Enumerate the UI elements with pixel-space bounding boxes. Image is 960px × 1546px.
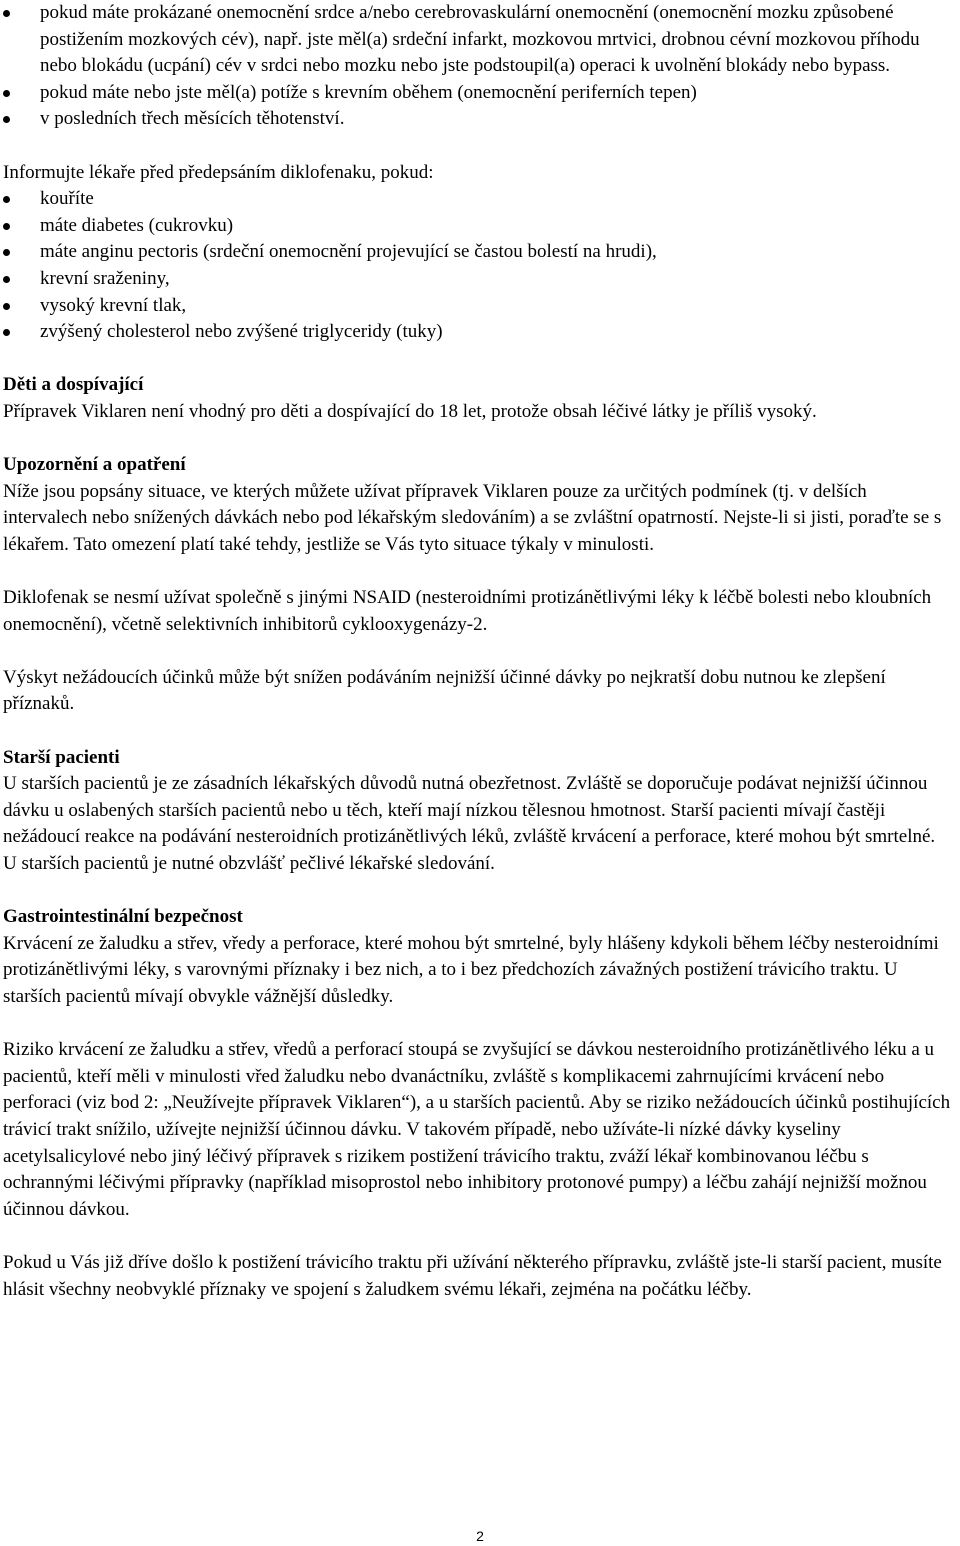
list-item-text: máte anginu pectoris (srdeční onemocnění projevující se častou bolestí na hrudi), (40, 241, 657, 263)
list-item (3, 319, 955, 346)
gi-risk-paragraph: Riziko krvácení ze žaludku a střev, vředů a perforací stoupá se zvyšující se dávkou nesteroidního protizánětlivého léku a u pacientů, kteří měli v minulosti vřed žaludku nebo dvanáctníku, zvláště s komplikacemi zahrnujícími krvácení nebo perforaci (viz bod 2: „Neužívejte přípravek Viklaren“), a u starších pacientů. Aby se riziko nežádoucích účinků postihujících trávicí trakt snížilo, užívejte nejnižší účinnou dávku. V takovém případě, nebo užíváte-li nízké dávky kyseliny acetylsalicylové nebo jiný léčivý přípravek s rizikem postižení trávicího traktu, zváží lékař kombinovanou léčbu s ochrannými léčivými přípravky (například misoprostol nebo inhibitory protonové pumpy) a léčbu zahájí nejnižší možnou účinnou dávkou. (3, 1039, 951, 1220)
list-item (3, 0, 955, 80)
bullet-icon (3, 196, 10, 203)
list-item (3, 239, 955, 266)
children-heading: Děti a dospívající (3, 374, 144, 396)
list-item (3, 213, 955, 240)
elderly-monitoring: U starších pacientů je nutné obzvlášť pečlivé lékařské sledování. (3, 853, 495, 874)
contraindication-list (3, 0, 955, 133)
bullet-icon (3, 90, 10, 97)
dose-paragraph: Výskyt nežádoucích účinků může být snížen podáváním nejnižší účinné dávky po nejkratší dobu nutnou ke zlepšení příznaků. (3, 666, 886, 715)
elderly-text: U starších pacientů je ze zásadních lékařských důvodů nutná obezřetnost. Zvláště se doporučuje podávat nejnižší účinnou dávku u oslabených starších pacientů nebo u těch, kteří mají nízkou tělesnou hmotnost. Starší pacienti mívají častěji nežádoucí reakce na podávání nesteroidních protizánětlivých léků, zvláště krvácení a perforace, které mohou být smrtelné. (3, 773, 936, 848)
bullet-icon (3, 303, 10, 310)
gi-text: Krvácení ze žaludku a střev, vředy a perforace, které mohou být smrtelné, byly hlášeny kdykoli během léčby nesteroidními protizánětlivými léky, s varovnými příznaky i bez nich, a to i bez předchozích závažných postižení trávicího traktu. U starších pacientů mívají obvykle vážnější důsledky. (3, 932, 939, 1007)
list-item-text: vysoký krevní tlak, (40, 294, 187, 316)
bullet-icon (3, 276, 10, 283)
list-item (3, 266, 955, 293)
bullet-icon (3, 10, 10, 17)
list-item-text: máte diabetes (cukrovku) (40, 214, 234, 236)
list-item-text: kouříte (40, 188, 94, 210)
list-item-text: pokud máte nebo jste měl(a) potíže s krevním oběhem (onemocnění periferních tepen) (40, 81, 697, 103)
list-item (3, 80, 955, 107)
list-item (3, 293, 955, 320)
bullet-icon (3, 223, 10, 230)
gi-report-paragraph: Pokud u Vás již dříve došlo k postižení trávicího traktu při užívání některého přípravku, zvláště jste-li starší pacient, musíte hlásit všechny neobvyklé příznaky ve spojení s žaludkem svému lékaři, zejména na počátku léčby. (3, 1251, 942, 1300)
list-item (3, 186, 955, 213)
bullet-icon (3, 249, 10, 256)
list-item-text: krevní sraženiny, (40, 267, 170, 289)
nsaid-paragraph: Diklofenak se nesmí užívat společně s jinými NSAID (nesteroidními protizánětlivými léky k léčbě bolesti nebo kloubních onemocnění), včetně selektivních inhibitorů cyklooxygenázy-2. (3, 587, 932, 635)
bullet-icon (3, 116, 10, 123)
list-item-text: pokud máte prokázané onemocnění srdce a/nebo cerebrovaskulární onemocnění (onemocnění mozku způsobené postižením mozkových cév), např. jste měl(a) srdeční infarkt, mozkovou mrtvici, drobnou cévní mozkovou příhodu nebo blokádu (ucpání) cév v srdci nebo mozku nebo jste podstoupil(a) operaci k uvolnění blokády nebo bypass. (40, 2, 920, 77)
inform-list (3, 186, 955, 346)
inform-intro: Informujte lékaře před předepsáním diklofenaku, pokud: (3, 161, 434, 183)
list-item-text: zvýšený cholesterol nebo zvýšené triglyceridy (tuky) (40, 321, 443, 343)
list-item (3, 106, 955, 133)
warnings-text: Níže jsou popsány situace, ve kterých můžete užívat přípravek Viklaren pouze za určitých podmínek (tj. v delších intervalech nebo snížených dávkách nebo pod lékařským sledováním) a se zvláštní opatrností. Nejste-li si jisti, poraďte se s lékařem. Tato omezení platí také tehdy, jestliže se Vás tyto situace týkaly v minulosti. (3, 480, 942, 555)
document-page (3, 0, 955, 1303)
list-item-text: v posledních třech měsících těhotenství. (40, 108, 345, 130)
warnings-heading: Upozornění a opatření (3, 454, 186, 476)
gi-heading: Gastrointestinální bezpečnost (3, 906, 243, 928)
bullet-icon (3, 329, 10, 336)
page-number: 2 (476, 1528, 484, 1544)
elderly-heading: Starší pacienti (3, 746, 120, 768)
children-text: Přípravek Viklaren není vhodný pro děti a dospívající do 18 let, protože obsah léčivé látky je příliš vysoký. (3, 400, 817, 422)
